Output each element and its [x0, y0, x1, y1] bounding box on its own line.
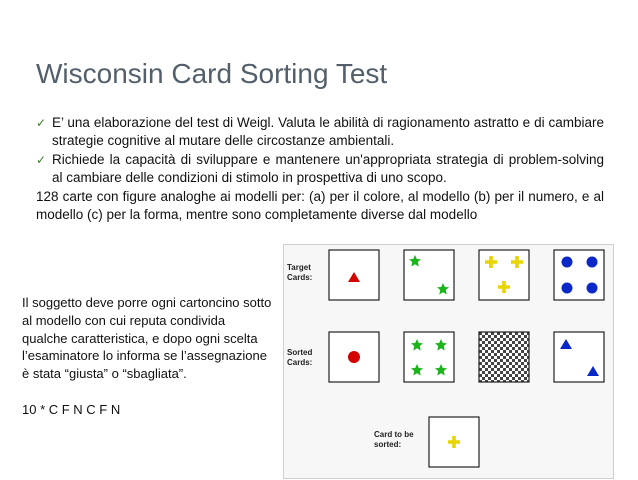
card-sorting-figure — [283, 244, 614, 479]
circle-icon — [587, 257, 598, 268]
description-paragraph: 128 carte con figure analoghe ai modelli per: (a) per il colore, al modello (b) per il numero, e al modello (c) per la forma, mentre sono completamente diverse dal modello — [36, 189, 604, 222]
bullet-text: E’ una elaborazione del test di Weigl. Valuta le abilità di ragionamento astratto e di cambiare strategie cognitive al mutare delle circostanze ambientali. — [52, 115, 604, 148]
sorted-card-3 — [479, 332, 529, 382]
sorted-label-line2: Cards: — [287, 358, 313, 367]
circle-icon — [587, 283, 598, 294]
card-to-be-sorted — [429, 417, 479, 467]
figure-drawing — [284, 245, 615, 480]
tobesorted-label-line2: sorted: — [374, 440, 402, 449]
bullet-item — [36, 151, 604, 187]
checkered-card — [479, 332, 529, 382]
instruction-note — [22, 294, 272, 419]
target-label-line1: Target — [287, 263, 311, 272]
note-text: Il soggetto deve porre ogni cartoncino sotto al modello con cui reputa condivida qualche caratteristica, e dopo ogni scelta l’esaminatore lo informa se l’assegnazione è stata “giusta” o “sbagliata”. — [22, 295, 272, 382]
tobesorted-label-line1: Card to be — [374, 430, 414, 439]
checkmark-icon: ✓ — [36, 153, 47, 167]
circle-icon — [348, 351, 360, 363]
target-card-2 — [404, 250, 454, 300]
bullet-text: Richiede la capacità di sviluppare e mantenere un'appropriata strategia di problem-solving al cambiare delle condizioni di stimolo in prospettiva di uno scopo. — [52, 152, 604, 185]
sorted-card-1 — [329, 332, 379, 382]
bullet-list — [36, 114, 604, 224]
sorted-label-line1: Sorted — [287, 348, 313, 357]
target-label-line2: Cards: — [287, 273, 313, 282]
note-formula: 10 * C F N C F N — [22, 401, 121, 417]
circle-icon — [562, 257, 573, 268]
circle-icon — [562, 283, 573, 294]
bullet-item — [36, 114, 604, 150]
checkmark-icon: ✓ — [36, 116, 47, 130]
target-card-1 — [329, 250, 379, 300]
sorted-card-4 — [554, 332, 604, 382]
target-card-4 — [554, 250, 604, 300]
slide-title: Wisconsin Card Sorting Test — [36, 58, 388, 89]
target-card-3 — [479, 250, 529, 300]
sorted-card-2 — [404, 332, 454, 382]
